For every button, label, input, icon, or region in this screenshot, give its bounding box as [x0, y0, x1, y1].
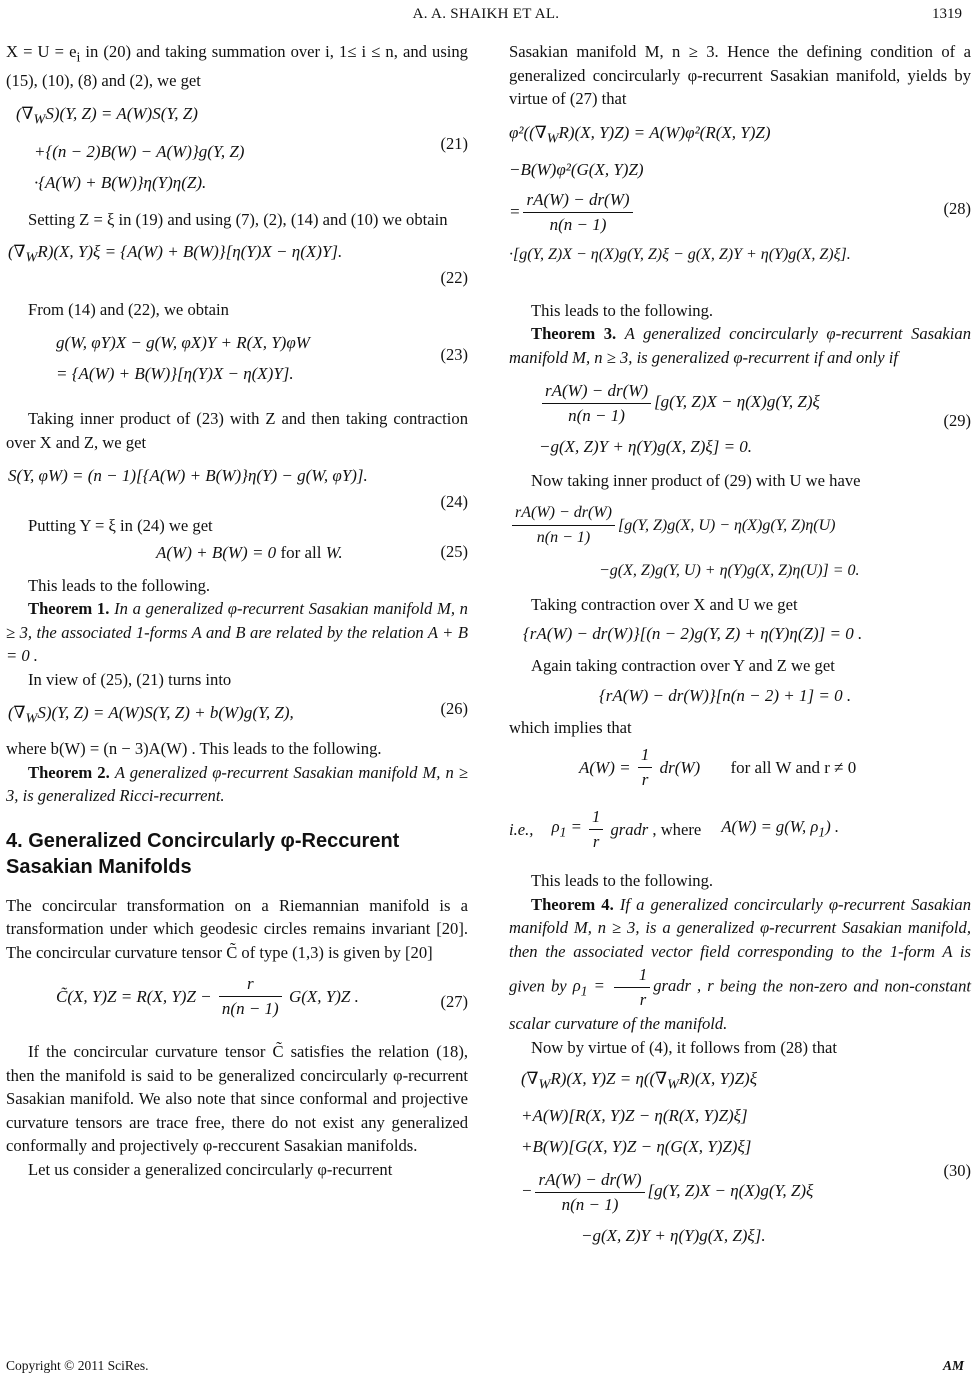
eq-line: $(\nabla_WS)(Y$, Z) = A(W)S(Y, Z) + b(W)g(Y, Z),	[8, 703, 294, 727]
eq-a-g: A(W) = g(W, $\rho_1$) .	[721, 817, 840, 840]
equation-number: (25)	[440, 541, 468, 561]
equation-number: (26)	[440, 699, 468, 719]
theorem-text: In a generalized φ-recurrent Sasakian manifold M, n ≥ 3, the associated 1-forms A and B are related by the relation A + B = 0 .	[6, 599, 468, 666]
paragraph: The concircular transformation on a Riemannian manifold is a transformation under which geodesic circles remains invariant [20]. The concircular curvature tensor C̃ of type (1,3) is given by [20]	[6, 895, 468, 962]
eq-line: +B(W)[G(X, Y)Z − η(G(X, Y)Z)ξ]	[521, 1137, 752, 1157]
equation-28	[509, 117, 971, 293]
eq-line: = $\frac{rA(W) - dr(W)}{n(n - 1)}$	[509, 185, 971, 239]
theorem-4	[509, 893, 971, 1036]
fraction-numerator: rA(W) − dr(W)	[523, 188, 632, 213]
fraction-numerator: 1	[614, 963, 650, 988]
equation-22	[8, 236, 468, 290]
eq-line: − $\frac{rA(W) - dr(W)}{n(n - 1)}$ [g(Y, Z)X − η(X)g(Y, Z)ξ	[521, 1162, 971, 1220]
paragraph: Sasakian manifold M, n ≥ 3. Hence the defining condition of a generalized concircularly φ-recurrent Sasakian manifold, yields by virtue of (27) that	[509, 42, 971, 108]
paragraph: This leads to the following.	[531, 871, 714, 890]
eq-lhs: A(W) =	[579, 757, 631, 777]
eq-line: = {A(W) + B(W)}[η(Y)X − η(X)Y].	[56, 364, 294, 384]
equation-27	[56, 972, 468, 1032]
eq-part: [g(Y, Z)X − η(X)g(Y, Z)ξ	[654, 392, 820, 411]
fraction	[535, 1168, 644, 1217]
left-column	[6, 40, 468, 1181]
paragraph: Let us consider a generalized concircularly φ-recurrent	[28, 1159, 393, 1179]
eq-part: [g(Y, Z)X − η(X)g(Y, Z)ξ	[647, 1181, 814, 1201]
theorem-text: A generalized concircularly φ-recurrent Sasakian manifold M, n ≥ 3, is generalized φ-recurrent if and only if	[509, 324, 971, 367]
fraction-numerator: rA(W) − dr(W)	[535, 1168, 644, 1193]
fraction	[638, 743, 653, 792]
eq-condition: for all W and r ≠ 0	[730, 757, 857, 777]
paragraph: where b(W) = (n − 3)A(W) . This leads to the following.	[6, 739, 382, 759]
eq-line: −g(X, Z)g(Y, U) + η(Y)g(X, Z)η(U)] = 0.	[599, 561, 860, 579]
equation-25	[156, 540, 468, 568]
equation-29	[539, 373, 971, 465]
eq-line: {rA(W) − dr(W)}[n(n − 2) + 1] = 0 .	[599, 685, 852, 705]
fraction-denominator: n(n − 1)	[568, 405, 625, 425]
paragraph: In view of (25), (21) turns into	[28, 669, 232, 689]
paragraph: Now by virtue of (4), it follows from (28) that	[531, 1037, 838, 1057]
eq-line: $(\nabla_WR)(X$, Y)ξ = {A(W) + B(W)}[η(Y)X − η(X)Y].	[8, 241, 343, 266]
paragraph: Setting Z = ξ in (19) and using (7), (2), (14) and (10) we obtain	[28, 210, 448, 230]
right-column	[509, 40, 971, 1277]
paragraph: Taking contraction over X and U we get	[531, 594, 798, 614]
equation-number: (29)	[943, 411, 971, 430]
paragraph: Again taking contraction over Y and Z we get	[531, 656, 835, 675]
fraction	[542, 379, 651, 428]
copyright: Copyright © 2011 SciRes.	[6, 1358, 149, 1373]
eq-part: [g(Y, Z)g(X, U) − η(X)g(Y, Z)η(U)	[618, 516, 836, 534]
theorem-label: Theorem 3.	[531, 324, 617, 343]
eq-line	[539, 373, 971, 431]
equation-number: (30)	[943, 1161, 971, 1180]
eq-line	[509, 497, 971, 555]
equation-30	[521, 1063, 971, 1277]
fraction-denominator: r	[641, 770, 649, 789]
fraction-numerator: r	[219, 972, 282, 997]
theorem-label: Theorem 4.	[531, 894, 614, 914]
eq-line: A(W) + B(W) = 0 for all W.	[156, 542, 343, 562]
theorem-text: being the non-zero and non-constant scalar curvature of the manifold.	[509, 976, 971, 1033]
section-heading: 4. Generalized Concircularly φ-Reccurent Sasakian Manifolds	[6, 829, 400, 878]
eq-lhs: $\rho_1$ =	[551, 817, 582, 840]
eq-line: +{(n − 2)B(W) − A(W)}g(Y, Z)	[34, 141, 245, 161]
eq-line: g(W, φY)X − g(W, φX)Y + R(X, Y)φW	[56, 333, 310, 353]
fraction-denominator: n(n − 1)	[536, 529, 591, 547]
fraction	[512, 501, 615, 550]
fraction-numerator: rA(W) − dr(W)	[512, 501, 615, 526]
fraction-denominator: n(n − 1)	[561, 1194, 619, 1214]
fraction-denominator: r	[592, 832, 600, 851]
eq-line: ·{A(W) + B(W)}η(Y)η(Z).	[34, 172, 207, 192]
theorem-formula: $\rho_1$ = $\frac{1}{r}$ gradr , r	[573, 976, 714, 995]
paragraph: From (14) and (22), we obtain	[28, 299, 229, 319]
equation-24	[8, 460, 468, 514]
paragraph: Putting Y = ξ in (24) we get	[28, 516, 213, 536]
eq-line: −B(W)φ²(G(X, Y)Z)	[509, 159, 644, 179]
equation-21	[16, 98, 468, 194]
equation-number: (22)	[440, 267, 468, 287]
fraction-numerator: rA(W) − dr(W)	[542, 379, 651, 404]
equation-a-w	[579, 743, 971, 801]
fraction-denominator: n(n − 1)	[221, 999, 279, 1019]
where-label: , where	[652, 819, 702, 839]
equation-23	[56, 327, 468, 393]
equation-contraction-yz	[599, 680, 971, 712]
eq-rhs: gradr	[610, 819, 649, 839]
theorem-label: Theorem 1.	[28, 599, 110, 619]
fraction-denominator: r	[639, 990, 647, 1009]
theorem-1	[6, 597, 468, 668]
fraction	[523, 188, 632, 237]
paragraph: This leads to the following.	[531, 300, 714, 320]
equation-rho	[509, 805, 971, 863]
fraction-numerator: 1	[589, 805, 603, 830]
fraction-denominator: n(n − 1)	[549, 215, 607, 235]
journal-abbrev: AM	[942, 1358, 964, 1373]
theorem-label: Theorem 2.	[28, 762, 110, 782]
eq-line: −g(X, Z)Y + η(Y)g(X, Z)ξ] = 0.	[539, 437, 753, 456]
paragraph: Now taking inner product of (29) with U we have	[531, 471, 861, 490]
fraction	[219, 972, 282, 1021]
equation-number: (27)	[440, 992, 468, 1012]
theorem-3	[509, 322, 971, 369]
header-author: A. A. SHAIKH ET AL.	[412, 6, 560, 22]
paragraph: Taking inner product of (23) with Z and then taking contraction over X and Z, we get	[6, 409, 468, 452]
eq-line: $\varphi^2((\nabla_WR)(X$, Y)Z) = A(W)φ²(R(X, Y)Z)	[509, 122, 771, 146]
equation-contraction-xu	[523, 618, 971, 650]
eq-rhs: G(X, Y)Z .	[288, 987, 359, 1007]
paragraph: $X = U = e_i$ in (20) and taking summation over i, 1≤ i ≤ n, and using (15), (10), (8) and (2), we get	[6, 42, 468, 90]
fraction	[614, 963, 650, 1012]
fraction-numerator: 1	[638, 743, 653, 768]
fraction	[589, 805, 603, 854]
equation-number: (28)	[943, 198, 971, 218]
eq-line: ·[g(Y, Z)X − η(X)g(Y, Z)ξ − g(X, Z)Y + η(Y)g(X, Z)ξ].	[509, 245, 851, 263]
paragraph: This leads to the following.	[28, 575, 211, 595]
equation-number: (23)	[440, 345, 468, 365]
equation-number: (21)	[440, 134, 468, 154]
eq-line: $(\nabla_WS)(Y$, Z) = A(W)S(Y, Z)	[16, 104, 198, 128]
page-number: 1319	[932, 6, 962, 22]
paragraph: If the concircular curvature tensor C̃ satisfies the relation (18), then the manifold is said to be generalized concircularly φ-recurrent Sasakian manifold. We also note that since conformal and projective curvature tensors are trace free, there do not exist any generalized conformally and projectively φ-reccurent Sasakian manifolds.	[6, 1042, 468, 1156]
eq-line: S(Y, φW) = (n − 1)[{A(W) + B(W)}η(Y) − g(W, φY)].	[8, 466, 368, 486]
eq-rhs: dr(W)	[659, 757, 701, 777]
equation-inner-u	[509, 497, 971, 589]
running-header	[0, 4, 972, 28]
eq-line: −g(X, Z)Y + η(Y)g(X, Z)ξ].	[581, 1226, 766, 1246]
theorem-text: A generalized φ-recurrent Sasakian manifold M, n ≥ 3, is generalized Ricci-recurrent.	[6, 762, 468, 806]
eq-line: $(\nabla_WR)(X$, $Y)Z = \eta((\nabla_WR)(X$, Y)Z)ξ	[521, 1069, 757, 1093]
equation-number: (24)	[440, 492, 468, 512]
theorem-2	[6, 761, 468, 808]
theorem-text: If a generalized concircularly φ-recurrent Sasakian manifold M, n ≥ 3, is a generalized φ-recurrent Sasakian manifold, then the associated vector field corresponding to the 1-form A is given by	[509, 894, 971, 996]
ie-label: i.e.,	[509, 819, 534, 839]
paragraph: which implies that	[509, 717, 632, 737]
eq-lhs: C̃(X, Y)Z = R(X, Y)Z −	[56, 987, 212, 1007]
eq-line: +A(W)[R(X, Y)Z − η(R(X, Y)Z)ξ]	[521, 1106, 748, 1126]
equation-26	[8, 697, 468, 731]
eq-line: {rA(W) − dr(W)}[(n − 2)g(Y, Z) + η(Y)η(Z)] = 0 .	[523, 624, 863, 643]
